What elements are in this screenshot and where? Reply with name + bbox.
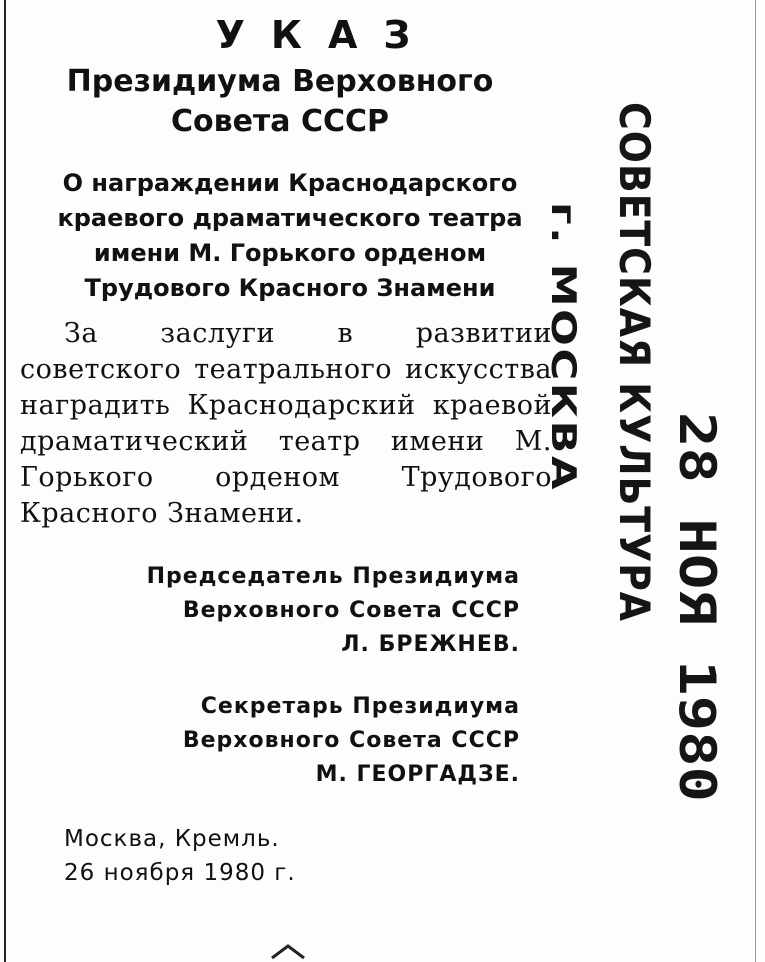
place-and-date bbox=[64, 822, 580, 890]
stamp-date: 28 НОЯ 1980 bbox=[668, 412, 726, 744]
secretary-title-line-2: Верховного Совета СССР bbox=[182, 728, 520, 753]
stamp-newspaper: СОВЕТСКАЯ КУЛЬТУРА bbox=[610, 102, 659, 679]
issuer-line-2: Совета СССР bbox=[170, 104, 390, 139]
decree-issuer bbox=[20, 62, 540, 142]
column-rule-left bbox=[4, 0, 6, 962]
secretary-name: М. ГЕОРГАДЗЕ. bbox=[315, 762, 520, 787]
signature-chairman bbox=[20, 560, 520, 662]
place: Москва, Кремль. bbox=[64, 826, 280, 852]
issuer-line-1: Президиума Верховного bbox=[66, 64, 494, 99]
chairman-title-line-1: Председатель Президиума bbox=[146, 564, 520, 589]
decree-title: УКАЗ bbox=[215, 13, 437, 57]
decree-heading: О награждении Краснодарского краевого драматического театра имени М. Горького орденом Трудового Красного Знамени bbox=[57, 169, 523, 302]
fold-mark bbox=[268, 940, 308, 962]
newspaper-stamp bbox=[543, 92, 740, 812]
decree-body: За заслуги в развитии советского театрального искусства наградить Краснодарский краевой драматический театр имени М. Горького орденом Трудового Красного Знамени. bbox=[20, 318, 552, 529]
stamp-graphic bbox=[543, 92, 740, 812]
chairman-title-line-2: Верховного Совета СССР bbox=[182, 598, 520, 623]
stamp-city: г. МОСКВА bbox=[543, 202, 583, 431]
column-rule-right bbox=[755, 0, 756, 962]
signature-secretary bbox=[20, 690, 520, 792]
chairman-name: Л. БРЕЖНЕВ. bbox=[341, 632, 520, 657]
secretary-title-line-1: Секретарь Президиума bbox=[200, 694, 520, 719]
decree-column bbox=[20, 12, 580, 890]
date: 26 ноября 1980 г. bbox=[64, 860, 296, 886]
